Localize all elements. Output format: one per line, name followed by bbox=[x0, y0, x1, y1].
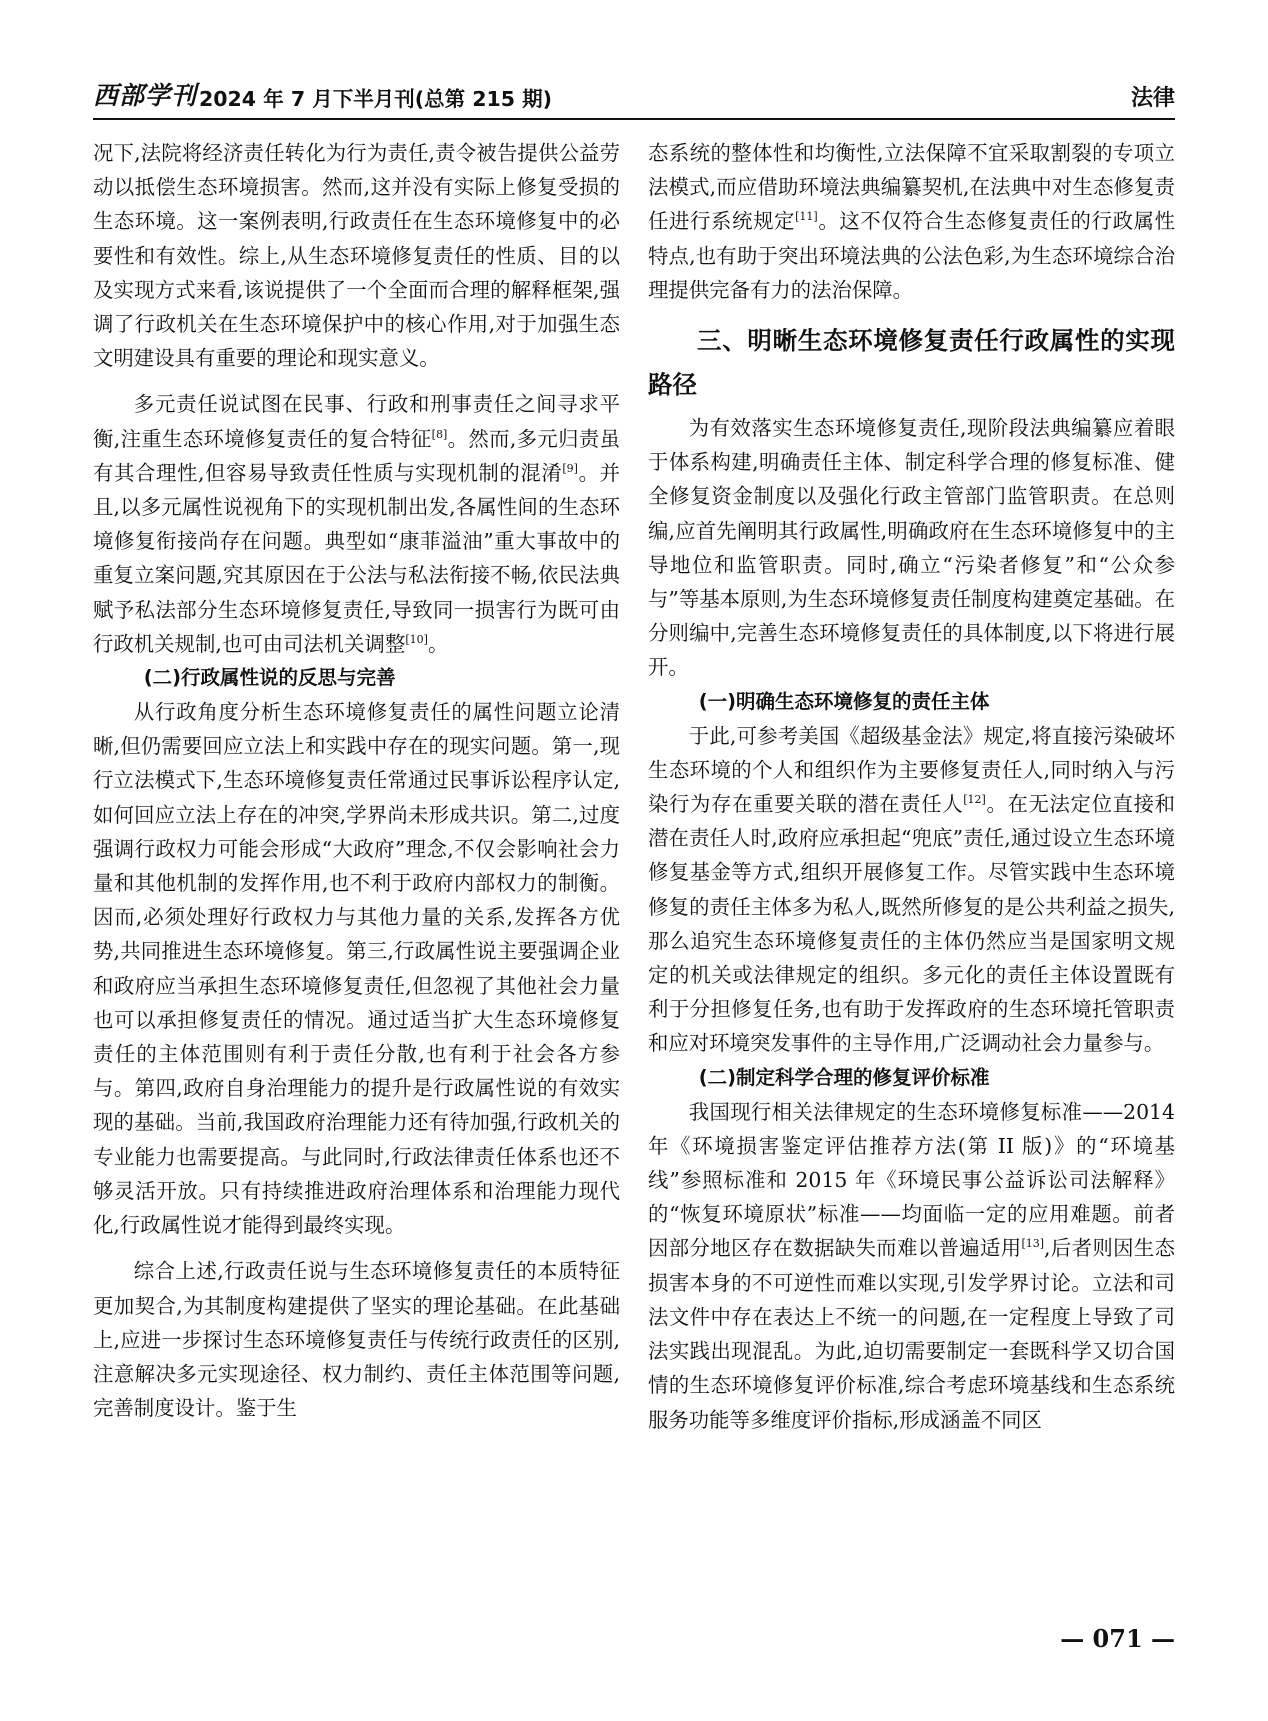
section-heading: 三、明晰生态环境修复责任行政属性的实现路径 bbox=[648, 326, 1175, 400]
citation: [13] bbox=[1021, 1237, 1045, 1251]
citation: [9] bbox=[562, 461, 578, 475]
citation: [12] bbox=[963, 793, 986, 807]
right-column bbox=[648, 136, 1175, 1437]
header-left bbox=[93, 76, 552, 112]
paragraph: 从行政角度分析生态环境修复责任的属性问题立论清晰,但仍需要回应立法上和实践中存在的现实问题。第一,现行立法模式下,生态环境修复责任常通过民事诉讼程序认定,如何回应立法上存在的冲突,学界尚未形成共识。第二,过度强调行政权力可能会形成“大政府”理念,不仅会影响社会力量和其他机制的发挥作用,也不利于政府内部权力的制衡。因而,必须处理好行政权力与其他力量的关系,发挥各方优势,共同推进生态环境修复。第三,行政属性说主要强调企业和政府应当承担生态环境修复责任,但忽视了其他社会力量也可以承担修复责任的情况。通过适当扩大生态环境修复责任的主体范围则有利于责任分散,也有利于社会各方参与。第四,政府自身治理能力的提升是行政属性说的有效实现的基础。当前,我国政府治理能力还有待加强,行政机关的专业能力也需要提高。与此同时,行政法律责任体系也还不够灵活开放。只有持续推进政府治理体系和治理能力现代化,行政属性说才能得到最终实现。 bbox=[93, 700, 620, 1238]
paragraph: 为有效落实生态环境修复责任,现阶段法典编纂应着眼于体系构建,明确责任主体、制定科学合理的修复标准、健全修复资金制度以及强化行政主管部门监管职责。在总则编,应首先阐明其行政属性,明确政府在生态环境修复中的主导地位和监管职责。同时,确立“污染者修复”和“公众参与”等基本原则,为生态环境修复责任制度构建奠定基础。在分则编中,完善生态环境修复责任的具体制度,以下将进行展开。 bbox=[648, 416, 1175, 680]
subsection-heading: (二)行政属性说的反思与完善 bbox=[143, 666, 396, 690]
citation: [8] bbox=[431, 427, 448, 441]
journal-logo: 西部学刊 bbox=[93, 81, 198, 110]
left-column bbox=[93, 136, 620, 1425]
paragraph: 况下,法院将经济责任转化为行为责任,责令被告提供公益劳动以抵偿生态环境损害。然而,这并没有实际上修复受损的生态环境。这一案例表明,行政责任在生态环境修复中的必要性和有效性。综上,从生态环境修复责任的性质、目的以及实现方式来看,该说提供了一个全面而合理的解释框架,强调了行政机关在生态环境保护中的核心作用,对于加强生态文明建设具有重要的理论和现实意义。 bbox=[93, 141, 620, 371]
subsection-heading: (二)制定科学合理的修复评价标准 bbox=[698, 1065, 990, 1089]
issue-info: 2024 年 7 月下半月刊(总第 215 期) bbox=[199, 87, 553, 111]
subsection-heading: (一)明确生态环境修复的责任主体 bbox=[698, 689, 990, 713]
citation: [11] bbox=[795, 210, 818, 224]
paragraph: 态系统的整体性和均衡性,立法保障不宜采取割裂的专项立法模式,而应借助环境法典编纂契机,在法典中对生态修复责任进行系统规定[11]。这不仅符合生态修复责任的行政属性特点,也有助于突出环境法典的公法色彩,为生态环境综合治理提供完备有力的法治保障。 bbox=[648, 141, 1176, 302]
page-number: — 071 — bbox=[1060, 1624, 1175, 1653]
paragraph: 综合上述,行政责任说与生态环境修复责任的本质特征更加契合,为其制度构建提供了坚实的理论基础。在此基础上,应进一步探讨生态环境修复责任与传统行政责任的区别,注意解决多元实现途径、权力制约、责任主体范围等问题,完善制度设计。鉴于生 bbox=[93, 1259, 620, 1421]
paragraph: 我国现行相关法律规定的生态环境修复标准——2014 年《环境损害鉴定评估推荐方法(第 II 版)》的“环境基线”参照标准和 2015 年《环境民事公益诉讼司法解释》的“恢复环境原状”标准——均面临一定的应用难题。前者因部分地区存在数据缺失而难以普遍适用[13],后者则因生态损害本身的不可逆性而难以实现,引发学界讨论。立法和司法文件中存在表达上不统一的问题,在一定程度上导致了司法实践出现混乱。为此,迫切需要制定一套既科学又切合国情的生态环境修复评价标准,综合考虑环境基线和生态系统服务功能等多维度评价指标,形成涵盖不同区 bbox=[648, 1099, 1176, 1432]
running-header bbox=[93, 72, 1175, 120]
paragraph: 于此,可参考美国《超级基金法》规定,将直接污染破坏生态环境的个人和组织作为主要修复责任人,同时纳入与污染行为存在重要关联的潜在责任人[12]。在无法定位直接和潜在责任人时,政府应承担起“兜底”责任,通过设立生态环境修复基金等方式,组织开展修复工作。尽管实践中生态环境修复的责任主体多为私人,既然所修复的是公共利益之损失,那么追究生态环境修复责任的主体仍然应当是国家明文规定的机关或法律规定的组织。多元化的责任主体设置既有利于分担修复任务,也有助于发挥政府的生态环境托管职责和应对环境突发事件的主导作用,广泛调动社会力量参与。 bbox=[648, 723, 1176, 1056]
citation: [10] bbox=[405, 632, 428, 646]
section-label: 法律 bbox=[1130, 86, 1175, 111]
paragraph: 多元责任说试图在民事、行政和刑事责任之间寻求平衡,注重生态环境修复责任的复合特征[8]。然而,多元归责虽有其合理性,但容易导致责任性质与实现机制的混淆[9]。并且,以多元属性说视角下的实现机制出发,各属性间的生态环境修复衔接尚存在问题。典型如“康菲溢油”重大事故中的重复立案问题,究其原因在于公法与私法衔接不畅,依民法典赋予私法部分生态环境修复责任,导致同一损害行为既可由行政机关规制,也可由司法机关调整[10]。 bbox=[93, 392, 621, 656]
